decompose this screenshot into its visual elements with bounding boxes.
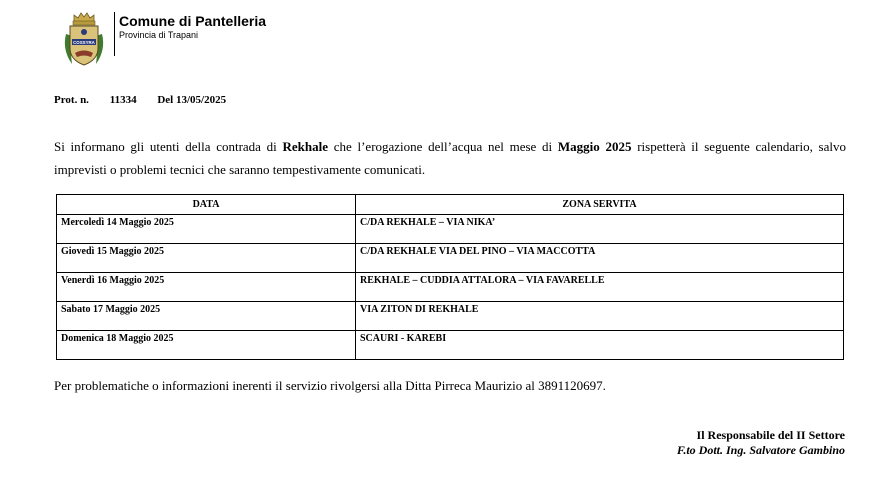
signatory-name: F.to Dott. Ing. Salvatore Gambino [676, 443, 845, 457]
row-zone: REKHALE – CUDDIA ATTALORA – VIA FAVARELLE [356, 273, 844, 302]
row-zone: SCAURI - KAREBI [356, 331, 844, 360]
row-date: Mercoledì 14 Maggio 2025 [57, 215, 356, 244]
table-row [57, 215, 844, 244]
row-date: Giovedì 15 Maggio 2025 [57, 244, 356, 273]
notice-text-2: che l’erogazione dell’acqua nel mese di [328, 139, 558, 154]
row-zone: C/DA REKHALE VIA DEL PINO – VIA MACCOTTA [356, 244, 844, 273]
table-row [57, 244, 844, 273]
protocol-label: Prot. n. [54, 94, 89, 106]
row-zone: VIA ZITON DI REKHALE [356, 302, 844, 331]
header-divider [114, 12, 115, 56]
row-date: Domenica 18 Maggio 2025 [57, 331, 356, 360]
notice-contrada: Rekhale [282, 139, 328, 154]
org-name: Comune di Pantelleria [119, 13, 267, 29]
notice-month: Maggio 2025 [557, 139, 632, 154]
column-header-zone: ZONA SERVITA [356, 195, 844, 215]
protocol-date: Del 13/05/2025 [157, 94, 227, 106]
notice-text-1: Si informano gli utenti della contrada di [54, 139, 283, 154]
table-row [57, 273, 844, 302]
contact-info: Per problematiche o informazioni inerenti il servizio rivolgersi alla Ditta Pirreca Maurizio al 3891120697. [54, 378, 606, 393]
column-header-date: DATA [57, 195, 356, 215]
table-header-row [57, 195, 844, 215]
signatory-title: Il Responsabile del II Settore [696, 428, 845, 442]
row-date: Venerdì 16 Maggio 2025 [57, 273, 356, 302]
protocol-number: 11334 [109, 94, 137, 106]
signature-block [677, 428, 845, 458]
province-name: Provincia di Trapani [119, 30, 199, 40]
row-zone: C/DA REKHALE – VIA NIKA’ [356, 215, 844, 244]
protocol-line [54, 94, 226, 106]
notice-text-3: rispetterà il seguente calendario, salvo imprevisti o problemi tecnici che saranno tempestivamente comunicati. [54, 139, 846, 177]
municipal-crest-logo [60, 12, 108, 70]
org-header [119, 13, 266, 41]
row-date: Sabato 17 Maggio 2025 [57, 302, 356, 331]
svg-text:COSSYRA: COSSYRA [73, 40, 95, 45]
schedule-table [56, 194, 844, 360]
table-row [57, 331, 844, 360]
notice-paragraph [54, 135, 846, 181]
table-row [57, 302, 844, 331]
